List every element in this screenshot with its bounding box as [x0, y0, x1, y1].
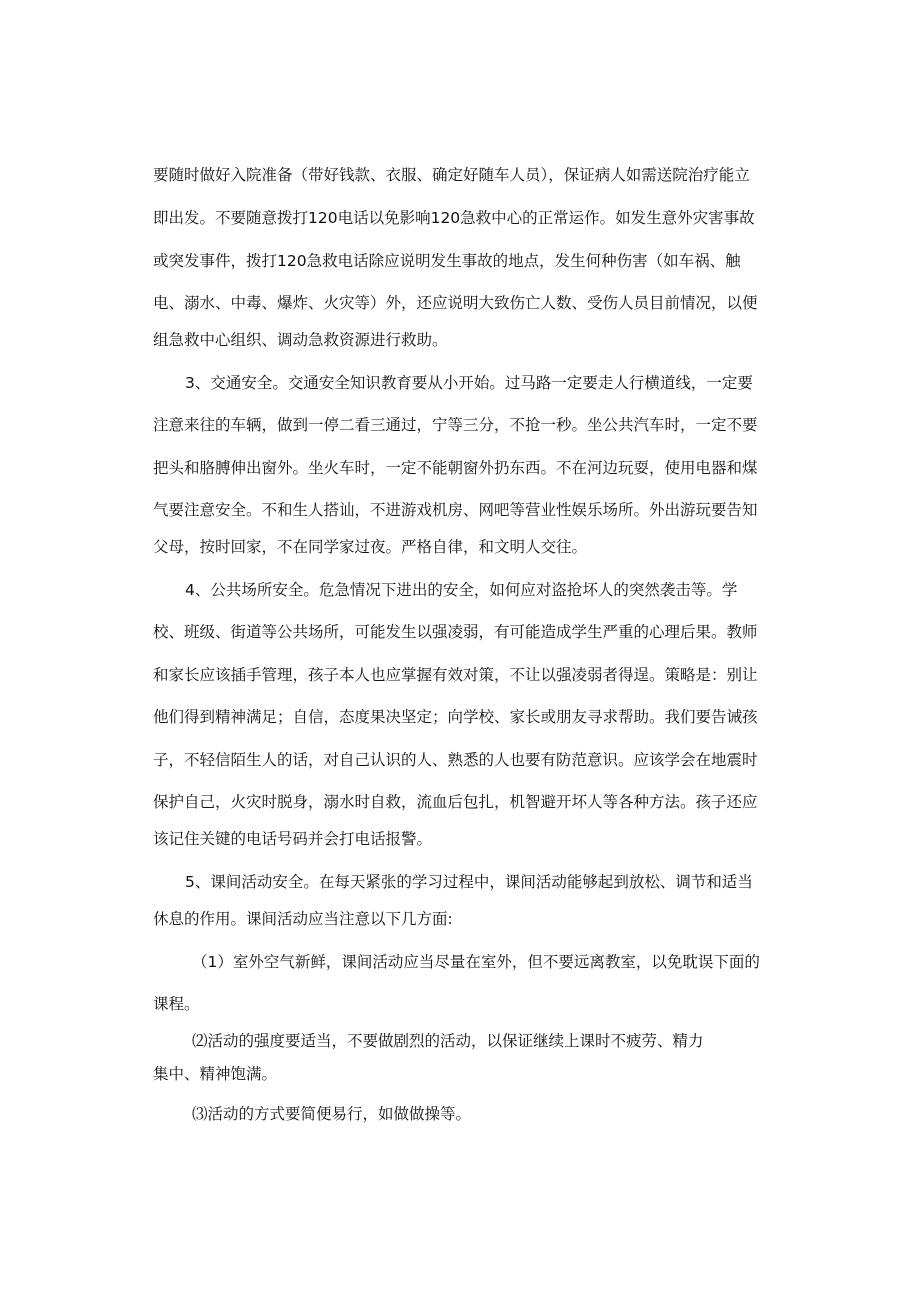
- paragraph-line: 即出发。不要随意拨打120电话以免影响120急救中心的正常运作。如发生意外灾害事故: [153, 209, 755, 227]
- paragraph-line: 和家长应该插手管理，孩子本人也应掌握有效对策，不让以强凌弱者得逞。策略是：别让: [153, 666, 758, 684]
- paragraph-line: 他们得到精神满足；自信，态度果决坚定；向学校、家长或朋友寻求帮助。我们要告诫孩: [153, 708, 758, 726]
- paragraph-line: 4、公共场所安全。危急情况下进出的安全，如何应对盗抢坏人的突然袭击等。学: [185, 581, 738, 599]
- paragraph-line: 该记住关键的电话号码并会打电话报警。: [153, 830, 433, 848]
- paragraph-line: 把头和胳膊伸出窗外。坐火车时，一定不能朝窗外扔东西。不在河边玩耍，使用电器和煤: [153, 459, 758, 477]
- paragraph-line: 休息的作用。课间活动应当注意以下几方面:: [153, 910, 453, 928]
- paragraph-line: 集中、精神饱满。: [153, 1065, 278, 1083]
- paragraph-line: 保护自己，火灾时脱身，溺水时自救，流血后包扎，机智避开坏人等各种方法。孩子还应: [153, 793, 758, 811]
- paragraph-line: 或突发事件，拨打120急救电话除应说明发生事故的地点，发生何种伤害（如车祸、触: [153, 252, 741, 270]
- paragraph-line: 父母，按时回家，不在同学家过夜。严格自律，和文明人交往。: [153, 538, 588, 556]
- paragraph-line: 课程。: [153, 995, 200, 1013]
- paragraph-line: 注意来往的车辆，做到一停二看三通过，宁等三分，不抢一秒。坐公共汽车时，一定不要: [153, 416, 758, 434]
- paragraph-line: 电、溺水、中毒、爆炸、火灾等）外，还应说明大致伤亡人数、受伤人员目前情况，以便: [153, 294, 758, 312]
- paragraph-line: 校、班级、街道等公共场所，可能发生以强凌弱，有可能造成学生严重的心理后果。教师: [153, 623, 758, 641]
- list-item-1: （1）室外空气新鲜，课间活动应当尽量在室外，但不要远离教室，以免耽误下面的: [192, 953, 760, 971]
- paragraph-line: 子，不轻信陌生人的话，对自己认识的人、熟悉的人也要有防范意识。应该学会在地震时: [153, 751, 758, 769]
- paragraph-line: 5、课间活动安全。在每天紧张的学习过程中，课间活动能够起到放松、调节和适当: [185, 873, 753, 891]
- list-item-3: ⑶活动的方式要简便易行，如做做操等。: [192, 1105, 472, 1123]
- paragraph-line: 组急救中心组织、调动急救资源进行救助。: [153, 331, 448, 349]
- paragraph-line: 气要注意安全。不和生人搭讪，不进游戏机房、网吧等营业性娱乐场所。外出游玩要告知: [153, 501, 758, 519]
- paragraph-line: 3、交通安全。交通安全知识教育要从小开始。过马路一定要走人行横道线，一定要: [185, 374, 753, 392]
- paragraph-line: 要随时做好入院准备（带好钱款、衣服、确定好随车人员），保证病人如需送院治疗能立: [153, 166, 750, 184]
- list-item-2: ⑵活动的强度要适当，不要做剧烈的活动，以保证继续上课时不疲劳、精力: [192, 1032, 704, 1050]
